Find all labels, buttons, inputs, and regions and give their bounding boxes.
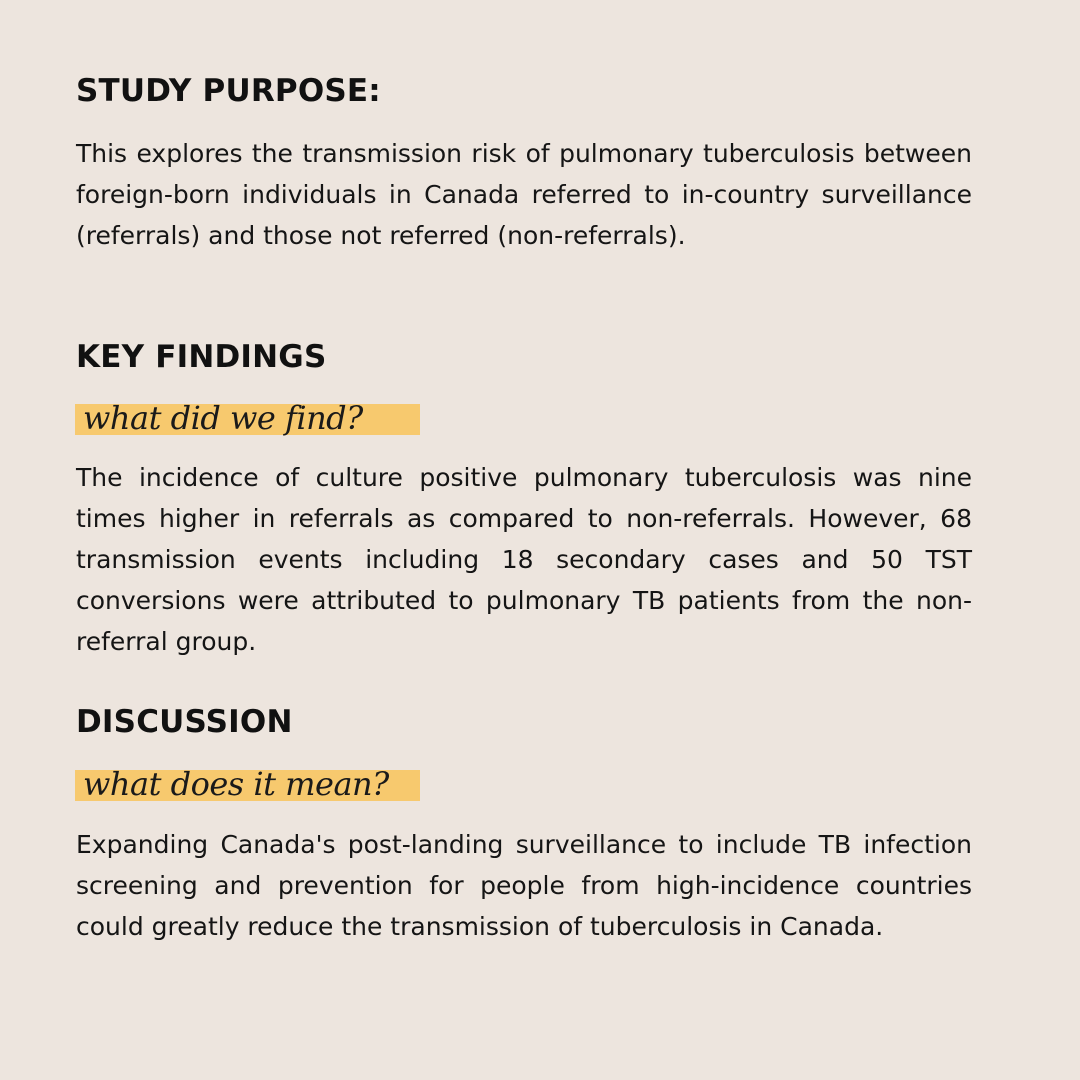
study-purpose-text: This explores the transmission risk of pulmonary tuberculosis between foreign-born individuals in Canada referred to in-country surveillance (referrals) and those not referred (non-referrals). [76, 139, 972, 250]
discussion-tag-text: what does it mean? [83, 765, 389, 803]
key-findings-tag [75, 399, 420, 437]
study-purpose-heading: STUDY PURPOSE: [76, 73, 381, 109]
discussion-text: Expanding Canada's post-landing surveillance to include TB infection screening and prevention for people from high-incidence countries could greatly reduce the transmission of tuberculosis in Canada. [76, 830, 972, 941]
key-findings-heading: KEY FINDINGS [76, 339, 327, 375]
key-findings-tag-text: what did we find? [83, 399, 363, 437]
discussion-heading: DISCUSSION [76, 704, 293, 740]
discussion-tag [75, 765, 420, 803]
key-findings-text: The incidence of culture positive pulmonary tuberculosis was nine times higher in referrals as compared to non-referrals. However, 68 transmission events including 18 secondary cases and 50 TST conversions were attributed to pulmonary TB patients from the non-referral group. [76, 463, 972, 656]
